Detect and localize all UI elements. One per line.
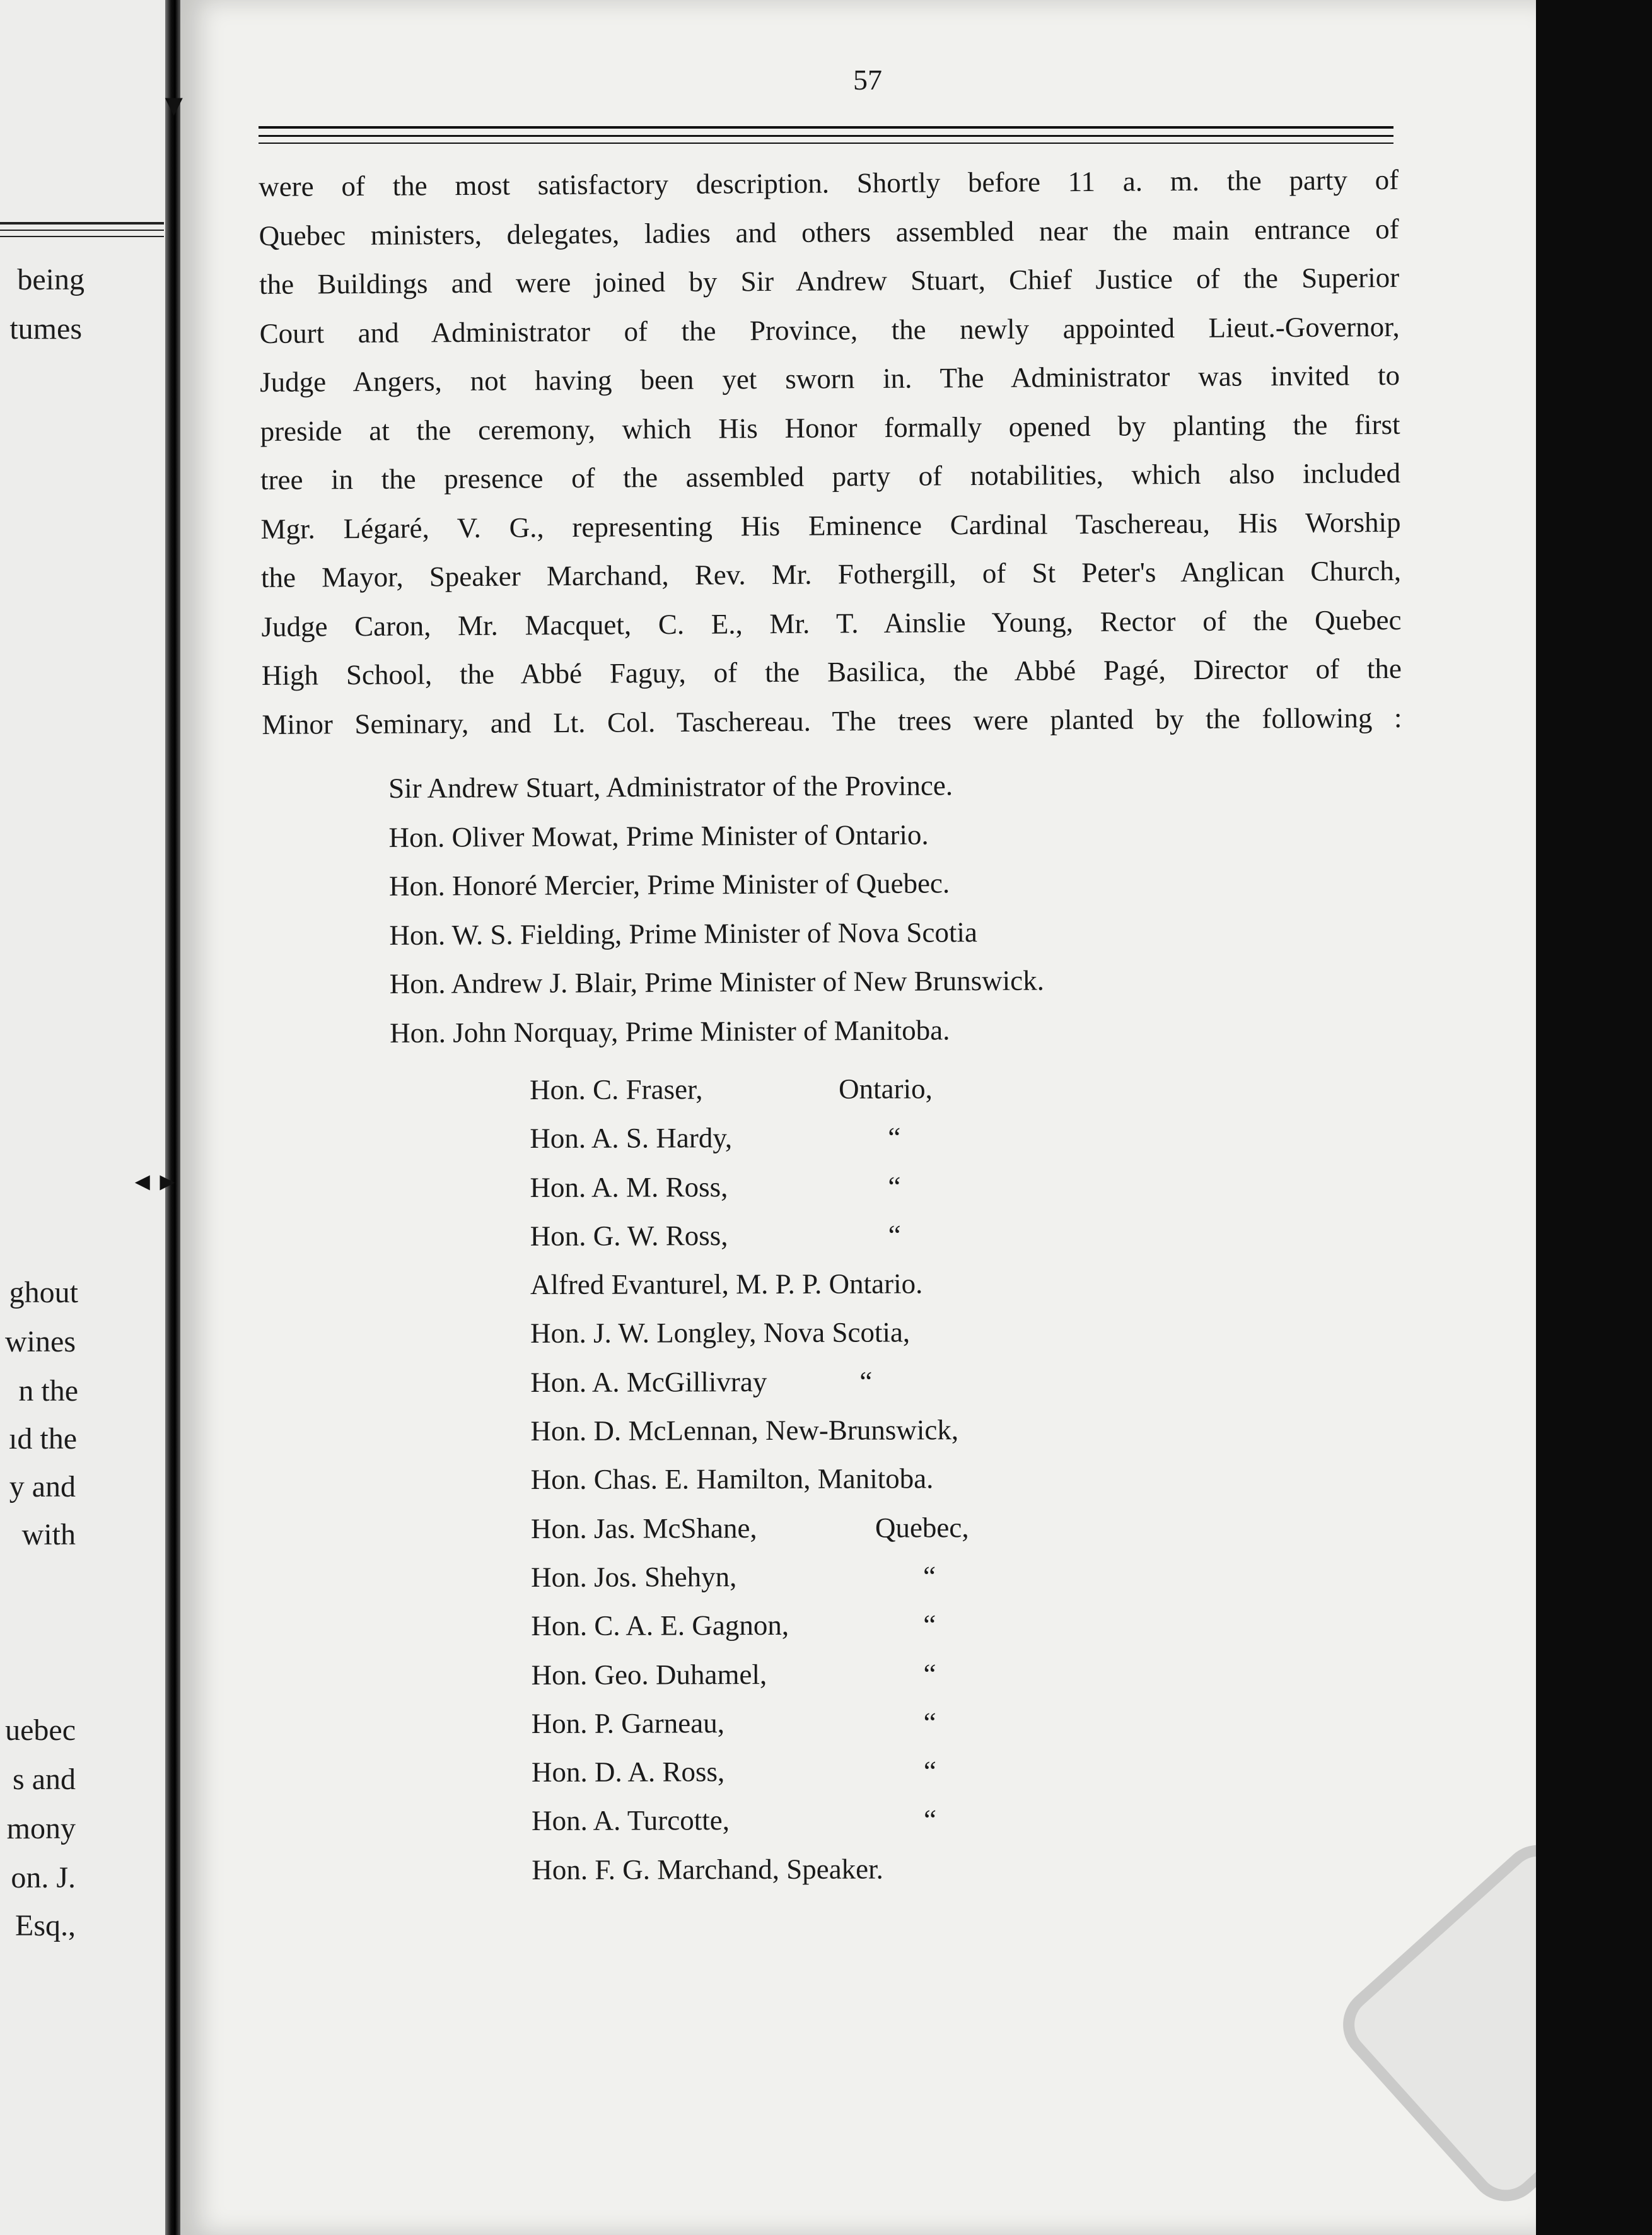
minister-name: Hon. A. Turcotte, bbox=[532, 1804, 730, 1837]
body-line: Judge Caron, Mr. Macquet, C. E., Mr. T. Ainslie Young, Rector of the Quebec bbox=[261, 604, 1402, 643]
ditto-mark: “ bbox=[923, 1657, 936, 1689]
left-page-word: mony bbox=[6, 1812, 76, 1845]
minister-entry bbox=[531, 1455, 959, 1505]
book-binding-gutter bbox=[165, 0, 182, 2235]
minister-entry bbox=[530, 1211, 958, 1261]
left-page-word: ghout bbox=[9, 1276, 78, 1309]
body-line: the Buildings and were joined by Sir Andrew Stuart, Chief Justice of the Superior bbox=[259, 261, 1400, 300]
minister-entry bbox=[532, 1698, 960, 1748]
minister-entry bbox=[532, 1796, 960, 1846]
minister-name: Hon. A. S. Hardy, bbox=[530, 1122, 733, 1155]
planter-entry: Hon. Honoré Mercier, Prime Minister of Quebec. bbox=[388, 867, 950, 902]
body-line: preside at the ceremony, which His Honor formally opened by planting the first bbox=[260, 408, 1400, 447]
minister-name: Hon. D. A. Ross, bbox=[531, 1756, 725, 1789]
planter-entry: Hon. John Norquay, Prime Minister of Manitoba. bbox=[390, 1013, 950, 1049]
ministers-list bbox=[530, 1065, 969, 1894]
minister-name: Hon. C. A. E. Gagnon, bbox=[531, 1609, 789, 1642]
minister-name: Hon. C. Fraser, bbox=[530, 1073, 703, 1106]
minister-entry bbox=[530, 1503, 969, 1553]
planter-entry: Hon. Oliver Mowat, Prime Minister of Ontario. bbox=[388, 819, 929, 853]
body-line: Mgr. Légaré, V. G., representing His Eminence Cardinal Taschereau, His Worship bbox=[260, 506, 1401, 545]
left-page-word: tumes bbox=[9, 312, 82, 346]
body-line: Minor Seminary, and Lt. Col. Taschereau. The trees were planted by the following : bbox=[262, 701, 1402, 740]
minister-entry bbox=[530, 1114, 958, 1164]
body-line: were of the most satisfactory description. Shortly before 11 a. m. the party of bbox=[259, 163, 1399, 202]
book-page bbox=[130, 0, 1536, 2235]
body-line: Judge Angers, not having been yet sworn in. The Administrator was invited to bbox=[259, 359, 1400, 398]
scan-background bbox=[1536, 0, 1652, 2235]
body-line: Court and Administrator of the Province, the newly appointed Lieut.-Governor, bbox=[259, 310, 1400, 349]
ditto-mark: “ bbox=[923, 1707, 936, 1739]
header-rule bbox=[259, 126, 1393, 129]
ditto-mark: “ bbox=[923, 1755, 936, 1787]
ditto-mark: “ bbox=[888, 1219, 901, 1251]
minister-name: Hon. F. G. Marchand, Speaker. bbox=[532, 1853, 883, 1886]
minister-name: Alfred Evanturel, M. P. P. Ontario. bbox=[530, 1268, 923, 1301]
header-rule bbox=[259, 135, 1393, 137]
minister-name: Hon. Chas. E. Hamilton, Manitoba. bbox=[530, 1462, 934, 1496]
minister-entry bbox=[530, 1309, 958, 1358]
left-page-rule bbox=[0, 236, 164, 237]
left-page-word: uebec bbox=[5, 1713, 76, 1747]
planter-entry: Sir Andrew Stuart, Administrator of the Province. bbox=[388, 769, 953, 804]
planter-entry: Hon. W. S. Fielding, Prime Minister of Nova Scotia bbox=[389, 916, 978, 951]
minister-entry bbox=[530, 1357, 958, 1407]
planter-entry: Hon. Andrew J. Blair, Prime Minister of New Brunswick. bbox=[389, 964, 1045, 1000]
ditto-mark: “ bbox=[923, 1609, 936, 1641]
body-line: High School, the Abbé Faguy, of the Basilica, the Abbé Pagé, Director of the bbox=[261, 652, 1402, 691]
minister-entry bbox=[531, 1650, 959, 1700]
body-line: the Mayor, Speaker Marchand, Rev. Mr. Fothergill, of St Peter's Anglican Church, bbox=[260, 554, 1402, 593]
ditto-mark: “ bbox=[888, 1121, 901, 1153]
left-page-word: with bbox=[21, 1518, 76, 1551]
minister-province: Ontario, bbox=[839, 1073, 933, 1105]
left-page-rule bbox=[0, 222, 164, 225]
minister-entry bbox=[532, 1845, 960, 1894]
minister-name: Hon. A. McGillivray bbox=[530, 1365, 767, 1398]
minister-name: Hon. Jas. McShane, bbox=[530, 1512, 757, 1544]
ditto-mark: “ bbox=[888, 1170, 901, 1203]
binding-arrow-mark: ◄► bbox=[130, 1167, 180, 1196]
minister-entry bbox=[532, 1747, 960, 1797]
minister-name: Hon. J. W. Longley, Nova Scotia, bbox=[530, 1316, 910, 1350]
ditto-mark: “ bbox=[859, 1365, 873, 1398]
left-page-word: n the bbox=[18, 1374, 78, 1408]
left-page-word: on. J. bbox=[11, 1861, 76, 1894]
minister-name: Hon. D. McLennan, New-Brunswick, bbox=[530, 1414, 959, 1447]
prime-ministers-list bbox=[388, 761, 1044, 1058]
minister-name: Hon. Jos. Shehyn, bbox=[531, 1561, 737, 1593]
minister-province: Quebec, bbox=[875, 1511, 969, 1544]
left-page-word: being bbox=[17, 263, 84, 296]
left-page-rule bbox=[0, 230, 164, 231]
minister-name: Hon. G. W. Ross, bbox=[530, 1220, 728, 1252]
left-page-word: wines bbox=[5, 1325, 76, 1358]
minister-name: Hon. P. Garneau, bbox=[531, 1707, 724, 1739]
page-number: 57 bbox=[853, 64, 882, 96]
minister-name: Hon. Geo. Duhamel, bbox=[531, 1658, 767, 1691]
left-page-word: y and bbox=[9, 1470, 76, 1503]
minister-entry bbox=[530, 1259, 958, 1309]
minister-entry bbox=[530, 1162, 958, 1212]
body-line: Quebec ministers, delegates, ladies and others assembled near the main entrance of bbox=[259, 213, 1399, 252]
minister-entry bbox=[530, 1065, 958, 1114]
ditto-mark: “ bbox=[924, 1804, 937, 1836]
header-rule bbox=[259, 143, 1393, 144]
left-facing-page bbox=[0, 0, 170, 2235]
minister-name: Hon. A. M. Ross, bbox=[530, 1170, 728, 1203]
minister-entry bbox=[531, 1601, 959, 1650]
minister-entry bbox=[531, 1552, 959, 1602]
body-line: tree in the presence of the assembled party of notabilities, which also included bbox=[260, 457, 1401, 496]
minister-entry bbox=[530, 1406, 958, 1456]
binding-notch-mark: ▼ bbox=[159, 89, 189, 122]
left-page-word: Esq., bbox=[15, 1909, 76, 1942]
body-paragraph bbox=[259, 156, 1402, 749]
left-page-word: s and bbox=[13, 1763, 76, 1796]
ditto-mark: “ bbox=[923, 1560, 936, 1592]
left-page-word: ıd the bbox=[9, 1422, 77, 1456]
